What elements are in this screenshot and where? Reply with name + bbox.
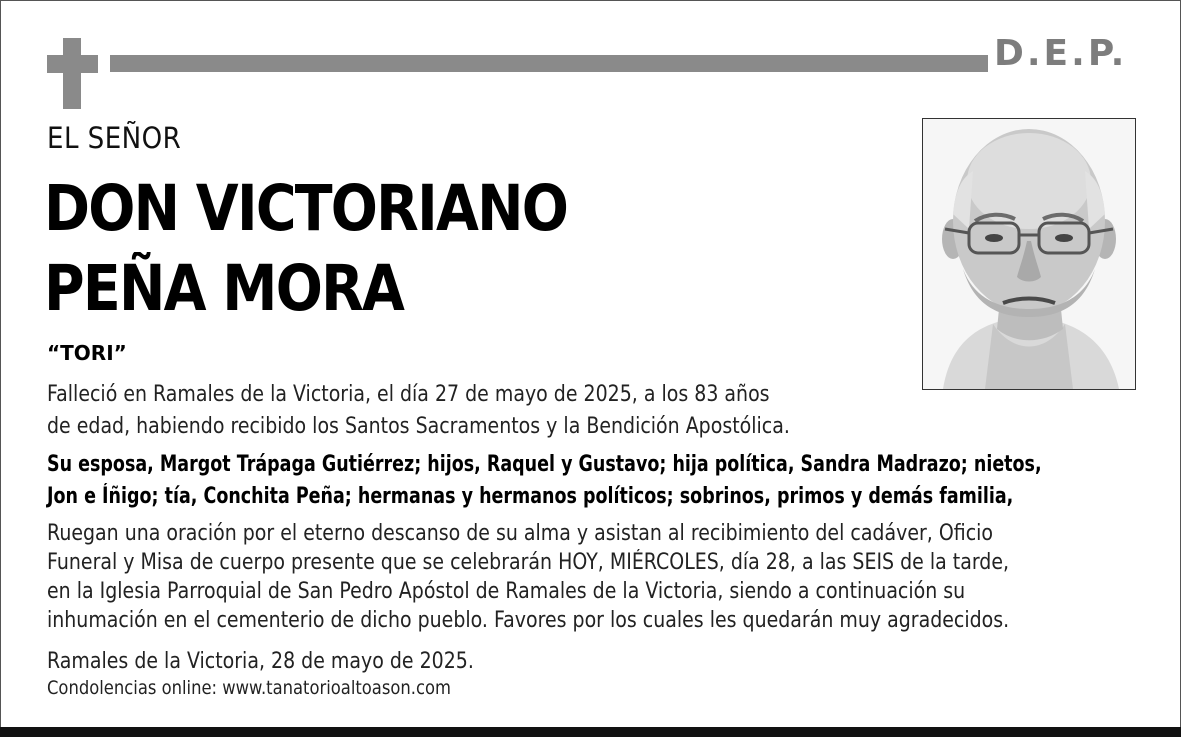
dep-label: D.E.P. <box>994 33 1128 74</box>
request-line: Ruegan una oración por el eterno descanso de su alma y asistan al recibimiento del cadáver, Oficio <box>47 521 994 546</box>
family-line: Su esposa, Margot Trápaga Gutiérrez; hijos, Raquel y Gustavo; hija política, Sandra Madrazo; nietos, <box>47 452 1042 477</box>
bottom-border <box>0 727 1181 737</box>
place-date: Ramales de la Victoria, 28 de mayo de 2025. <box>47 649 474 674</box>
nickname: “TORI” <box>47 341 127 365</box>
cross-icon-bar <box>47 55 98 73</box>
request-line: Funeral y Misa de cuerpo presente que se celebrarán HOY, MIÉRCOLES, día 28, a las SEIS de la tarde, <box>47 550 1010 575</box>
cross-icon <box>63 38 81 109</box>
honorific: EL SEÑOR <box>47 121 182 155</box>
death-notice-line: de edad, habiendo recibido los Santos Sacramentos y la Bendición Apostólica. <box>47 414 790 439</box>
death-notice-line: Falleció en Ramales de la Victoria, el día 27 de mayo de 2025, a los 83 años <box>47 382 770 407</box>
header-rule <box>110 55 988 72</box>
deceased-name-line-2: PEÑA MORA <box>44 252 404 325</box>
request-line: inhumación en el cementerio de dicho pueblo. Favores por los cuales les quedarán muy agradecidos. <box>47 608 1010 633</box>
family-line: Jon e Íñigo; tía, Conchita Peña; hermanas y hermanos políticos; sobrinos, primos y demás familia, <box>47 484 1014 509</box>
deceased-name-line-1: DON VICTORIANO <box>44 172 568 245</box>
request-line: en la Iglesia Parroquial de San Pedro Apóstol de Ramales de la Victoria, siendo a continuación su <box>47 579 966 604</box>
condolences-link[interactable]: Condolencias online: www.tanatorioaltoason.com <box>47 677 451 699</box>
deceased-photo <box>922 118 1136 390</box>
